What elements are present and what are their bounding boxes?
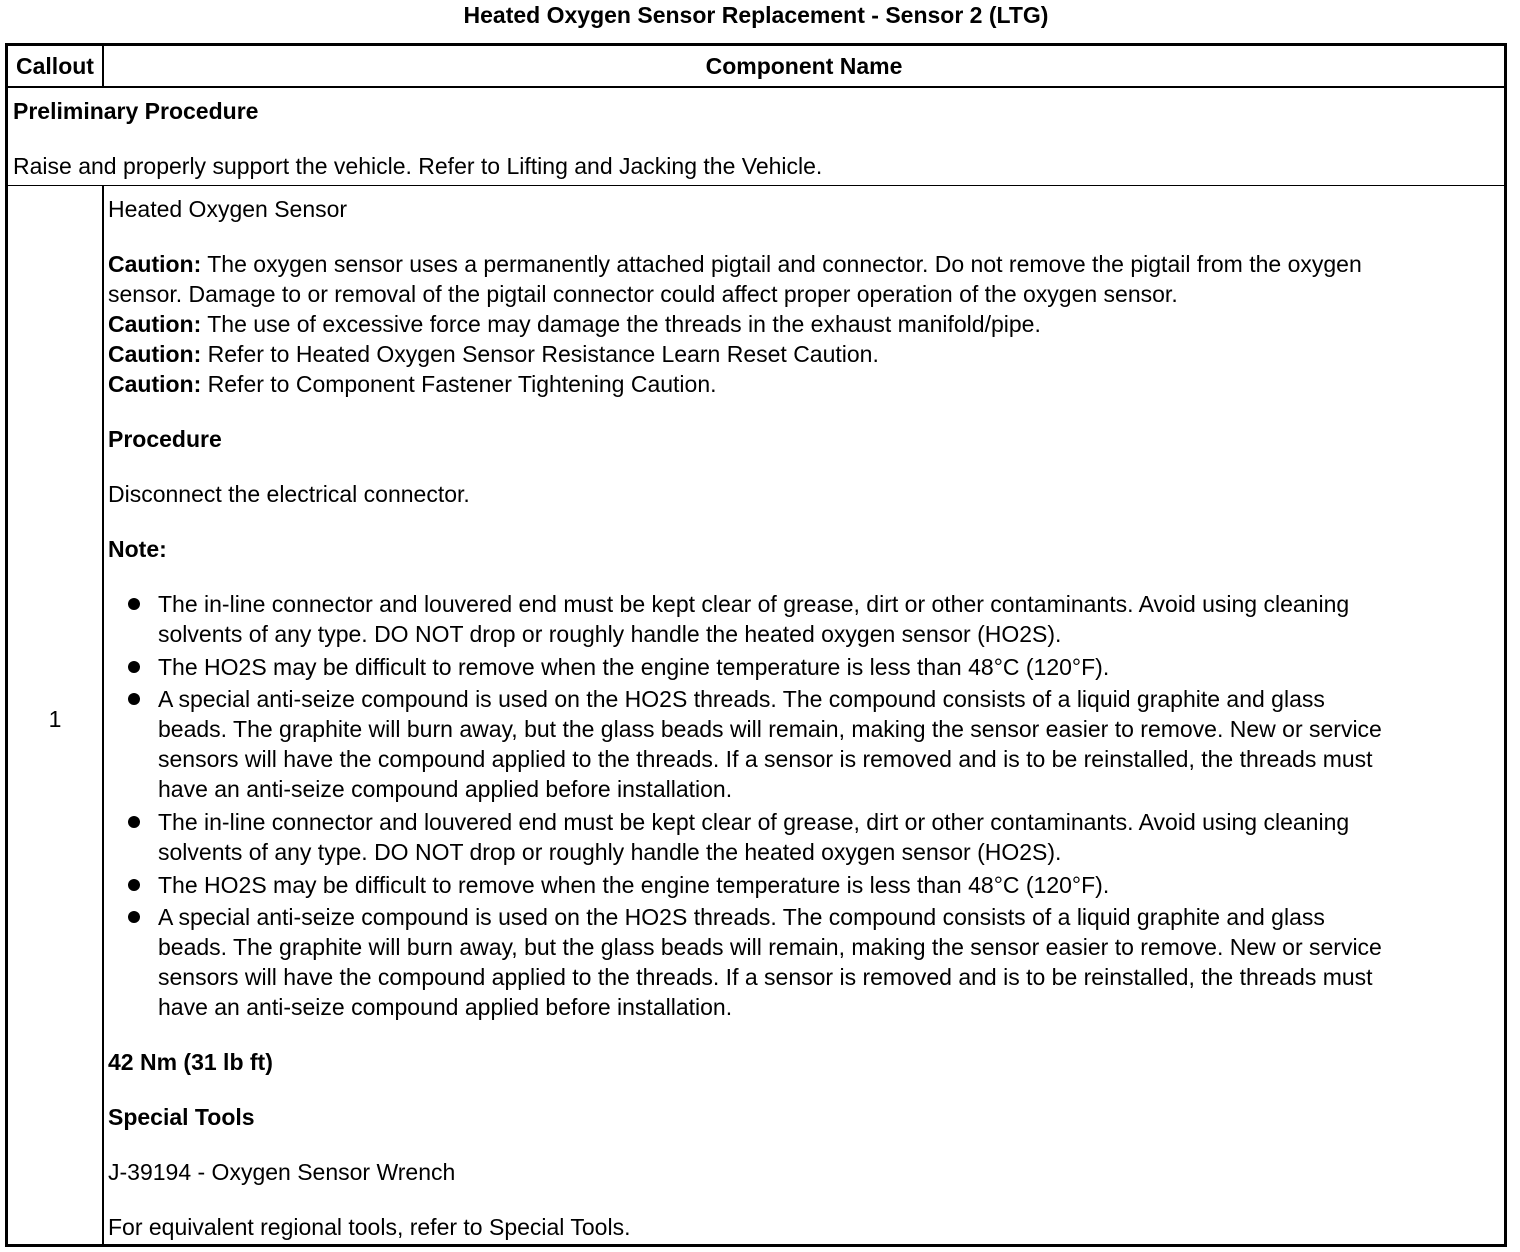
note-text: The in-line connector and louvered end must be kept clear of grease, dirt or other contaminants. Avoid using cleaning (158, 591, 1350, 617)
procedure-step: Disconnect the electrical connector. (108, 481, 470, 507)
torque-spec: 42 Nm (31 lb ft) (108, 1049, 273, 1075)
note-text: have an anti-seize compound applied before installation. (158, 776, 733, 802)
caution-line (108, 309, 1041, 339)
preliminary-heading: Preliminary Procedure (13, 98, 259, 124)
note-text: The HO2S may be difficult to remove when the engine temperature is less than 48°C (120°F). (158, 872, 1110, 898)
caution-text: Refer to Component Fastener Tightening Caution. (207, 371, 717, 397)
header-callout: Callout (8, 46, 104, 86)
caution-label: Caution: (108, 341, 202, 367)
note-text: have an anti-seize compound applied before installation. (158, 994, 733, 1020)
bullet-icon (128, 879, 140, 891)
procedure-heading: Procedure (108, 426, 222, 452)
callout-cell (8, 186, 104, 1244)
bullet-icon (128, 598, 140, 610)
note-text: solvents of any type. DO NOT drop or roughly handle the heated oxygen sensor (HO2S). (158, 621, 1062, 647)
caution-text: The oxygen sensor uses a permanently attached pigtail and connector. Do not remove the pigtail from the oxygen (207, 251, 1362, 277)
caution-text: sensor. Damage to or removal of the pigtail connector could affect proper operation of the oxygen sensor. (108, 281, 1178, 307)
bullet-icon (128, 693, 140, 705)
header-component-name: Component Name (705, 53, 903, 79)
caution-line (108, 249, 1362, 279)
note-text: solvents of any type. DO NOT drop or roughly handle the heated oxygen sensor (HO2S). (158, 839, 1062, 865)
special-tools-heading: Special Tools (108, 1104, 255, 1130)
note-text: The HO2S may be difficult to remove when the engine temperature is less than 48°C (120°F). (158, 654, 1110, 680)
caution-label: Caution: (108, 251, 202, 277)
bullet-icon (128, 661, 140, 673)
caution-label: Caution: (108, 371, 202, 397)
preliminary-procedure-row (8, 88, 1504, 186)
note-text: beads. The graphite will burn away, but the glass beads will remain, making the sensor easier to remove. New or service (158, 716, 1382, 742)
caution-text: The use of excessive force may damage the threads in the exhaust manifold/pipe. (207, 311, 1041, 337)
table-row (8, 186, 1504, 1244)
note-text: A special anti-seize compound is used on the HO2S threads. The compound consists of a liquid graphite and glass (158, 904, 1325, 930)
note-text: sensors will have the compound applied to the threads. If a sensor is removed and is to be reinstalled, the threads must (158, 746, 1373, 772)
page-title: Heated Oxygen Sensor Replacement - Sensor 2 (LTG) (463, 2, 1049, 28)
caution-line (108, 369, 717, 399)
note-text: The in-line connector and louvered end must be kept clear of grease, dirt or other contaminants. Avoid using cleaning (158, 809, 1350, 835)
caution-text: Refer to Heated Oxygen Sensor Resistance Learn Reset Caution. (207, 341, 879, 367)
preliminary-text: Raise and properly support the vehicle. Refer to Lifting and Jacking the Vehicle. (13, 153, 823, 179)
regional-tools-text: For equivalent regional tools, refer to Special Tools. (108, 1214, 631, 1240)
procedure-table (5, 43, 1507, 1247)
bullet-icon (128, 911, 140, 923)
note-heading: Note: (108, 536, 167, 562)
callout-number: 1 (48, 706, 62, 732)
note-text: sensors will have the compound applied to the threads. If a sensor is removed and is to be reinstalled, the threads must (158, 964, 1373, 990)
note-text: A special anti-seize compound is used on the HO2S threads. The compound consists of a liquid graphite and glass (158, 686, 1325, 712)
table-header-row (8, 46, 1504, 88)
bullet-icon (128, 816, 140, 828)
component-name: Heated Oxygen Sensor (108, 196, 348, 222)
caution-label: Caution: (108, 311, 202, 337)
note-text: beads. The graphite will burn away, but the glass beads will remain, making the sensor easier to remove. New or service (158, 934, 1382, 960)
special-tool: J-39194 - Oxygen Sensor Wrench (108, 1159, 456, 1185)
caution-line (108, 339, 879, 369)
caution-line (108, 279, 1178, 309)
